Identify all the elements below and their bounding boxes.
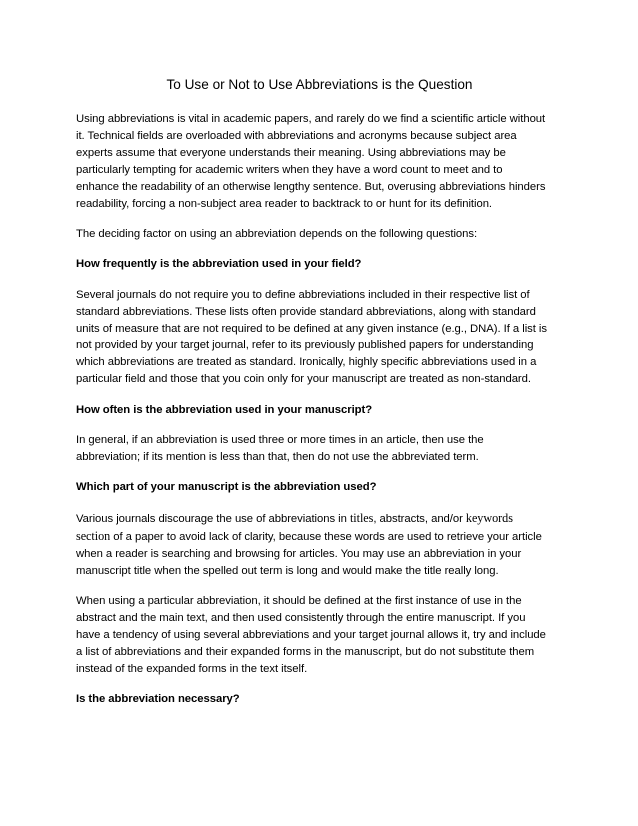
text-line: a list of abbreviations and their expanded forms in the manuscript, but do not substitute them xyxy=(76,645,535,658)
text-segment-titles: titles xyxy=(349,510,374,525)
paragraph-titles-abstracts xyxy=(76,510,563,580)
text-line: not provided by your target journal, refer to its previously published papers for understanding xyxy=(76,339,534,352)
paragraph-define-first-instance xyxy=(76,593,563,678)
text-line: manuscript title when the spelled out term is long and would make the title really long. xyxy=(76,564,499,577)
document-title: To Use or Not to Use Abbreviations is the Question xyxy=(166,77,473,92)
heading-field-frequency xyxy=(76,256,563,273)
text-line: abbreviation; if its mention is less than that, then do not use the abbreviated term. xyxy=(76,451,479,463)
text-line: The deciding factor on using an abbreviation depends on the following questions: xyxy=(76,227,478,240)
heading-text: Is the abbreviation necessary? xyxy=(76,692,240,705)
text-line: When using a particular abbreviation, it should be defined at the first instance of use in the xyxy=(76,594,522,607)
heading-manuscript-frequency xyxy=(76,402,563,419)
text-line: Several journals do not require you to define abbreviations included in their respective list of xyxy=(76,288,530,301)
text-line: which abbreviations are treated as standard. Ironically, highly specific abbreviations used in a xyxy=(76,356,537,369)
text-line: enhance the readability of an otherwise lengthy sentence. But, overusing abbreviations hinders xyxy=(76,180,546,193)
paragraph-deciding-factor xyxy=(76,226,563,243)
paragraph-three-times-rule xyxy=(76,432,563,466)
heading-text: How frequently is the abbreviation used in your field? xyxy=(76,258,362,271)
text-segment: Various journals discourage the use of abbreviations in xyxy=(76,512,350,525)
text-line: particularly tempting for academic writers when they have a word count to meet and to xyxy=(76,163,503,176)
text-line: In general, if an abbreviation is used three or more times in an article, then use the xyxy=(76,434,484,447)
paragraph-standard-lists xyxy=(76,287,563,388)
text-segment-section: section xyxy=(76,528,111,543)
heading-text: Which part of your manuscript is the abbreviation used? xyxy=(76,481,377,494)
heading-text: How often is the abbreviation used in your manuscript? xyxy=(76,403,373,416)
heading-necessity xyxy=(76,691,563,708)
text-segment-keywords: keywords xyxy=(465,510,513,525)
text-line: instead of the expanded forms in the text itself. xyxy=(76,662,308,675)
text-line: particular field and those that you coin only for your manuscript are treated as non-standard. xyxy=(76,373,531,386)
text-segment: of a paper to avoid lack of clarity, because these words are used to retrieve your article xyxy=(110,530,542,543)
text-line xyxy=(76,528,563,546)
text-line: abstract and the main text, and then used consistently through the entire manuscript. If you xyxy=(76,611,526,624)
text-line: have a tendency of using several abbreviations and your target journal allows it, try and include xyxy=(76,628,546,641)
text-line: it. Technical fields are overloaded with abbreviations and acronyms because subject area xyxy=(76,129,517,142)
text-line: when a reader is searching and browsing for articles. You may use an abbreviation in your xyxy=(76,547,522,560)
text-line: Using abbreviations is vital in academic papers, and rarely do we find a scientific article without xyxy=(76,113,546,125)
text-line: standard abbreviations. These lists often provide standard abbreviations, along with standard xyxy=(76,305,536,318)
text-line xyxy=(76,510,563,528)
heading-manuscript-part xyxy=(76,479,563,496)
text-line: readability, forcing a non-subject area reader to backtrack to or hunt for its definition. xyxy=(76,197,493,210)
text-line: units of measure that are not required to be defined at any given instance (e.g., DNA). If a list is xyxy=(76,322,547,335)
document-page xyxy=(76,76,563,721)
paragraph-intro xyxy=(76,111,563,212)
text-segment: , abstracts, and/or xyxy=(373,512,466,525)
text-line: experts assume that everyone understands their meaning. Using abbreviations may be xyxy=(76,146,506,159)
